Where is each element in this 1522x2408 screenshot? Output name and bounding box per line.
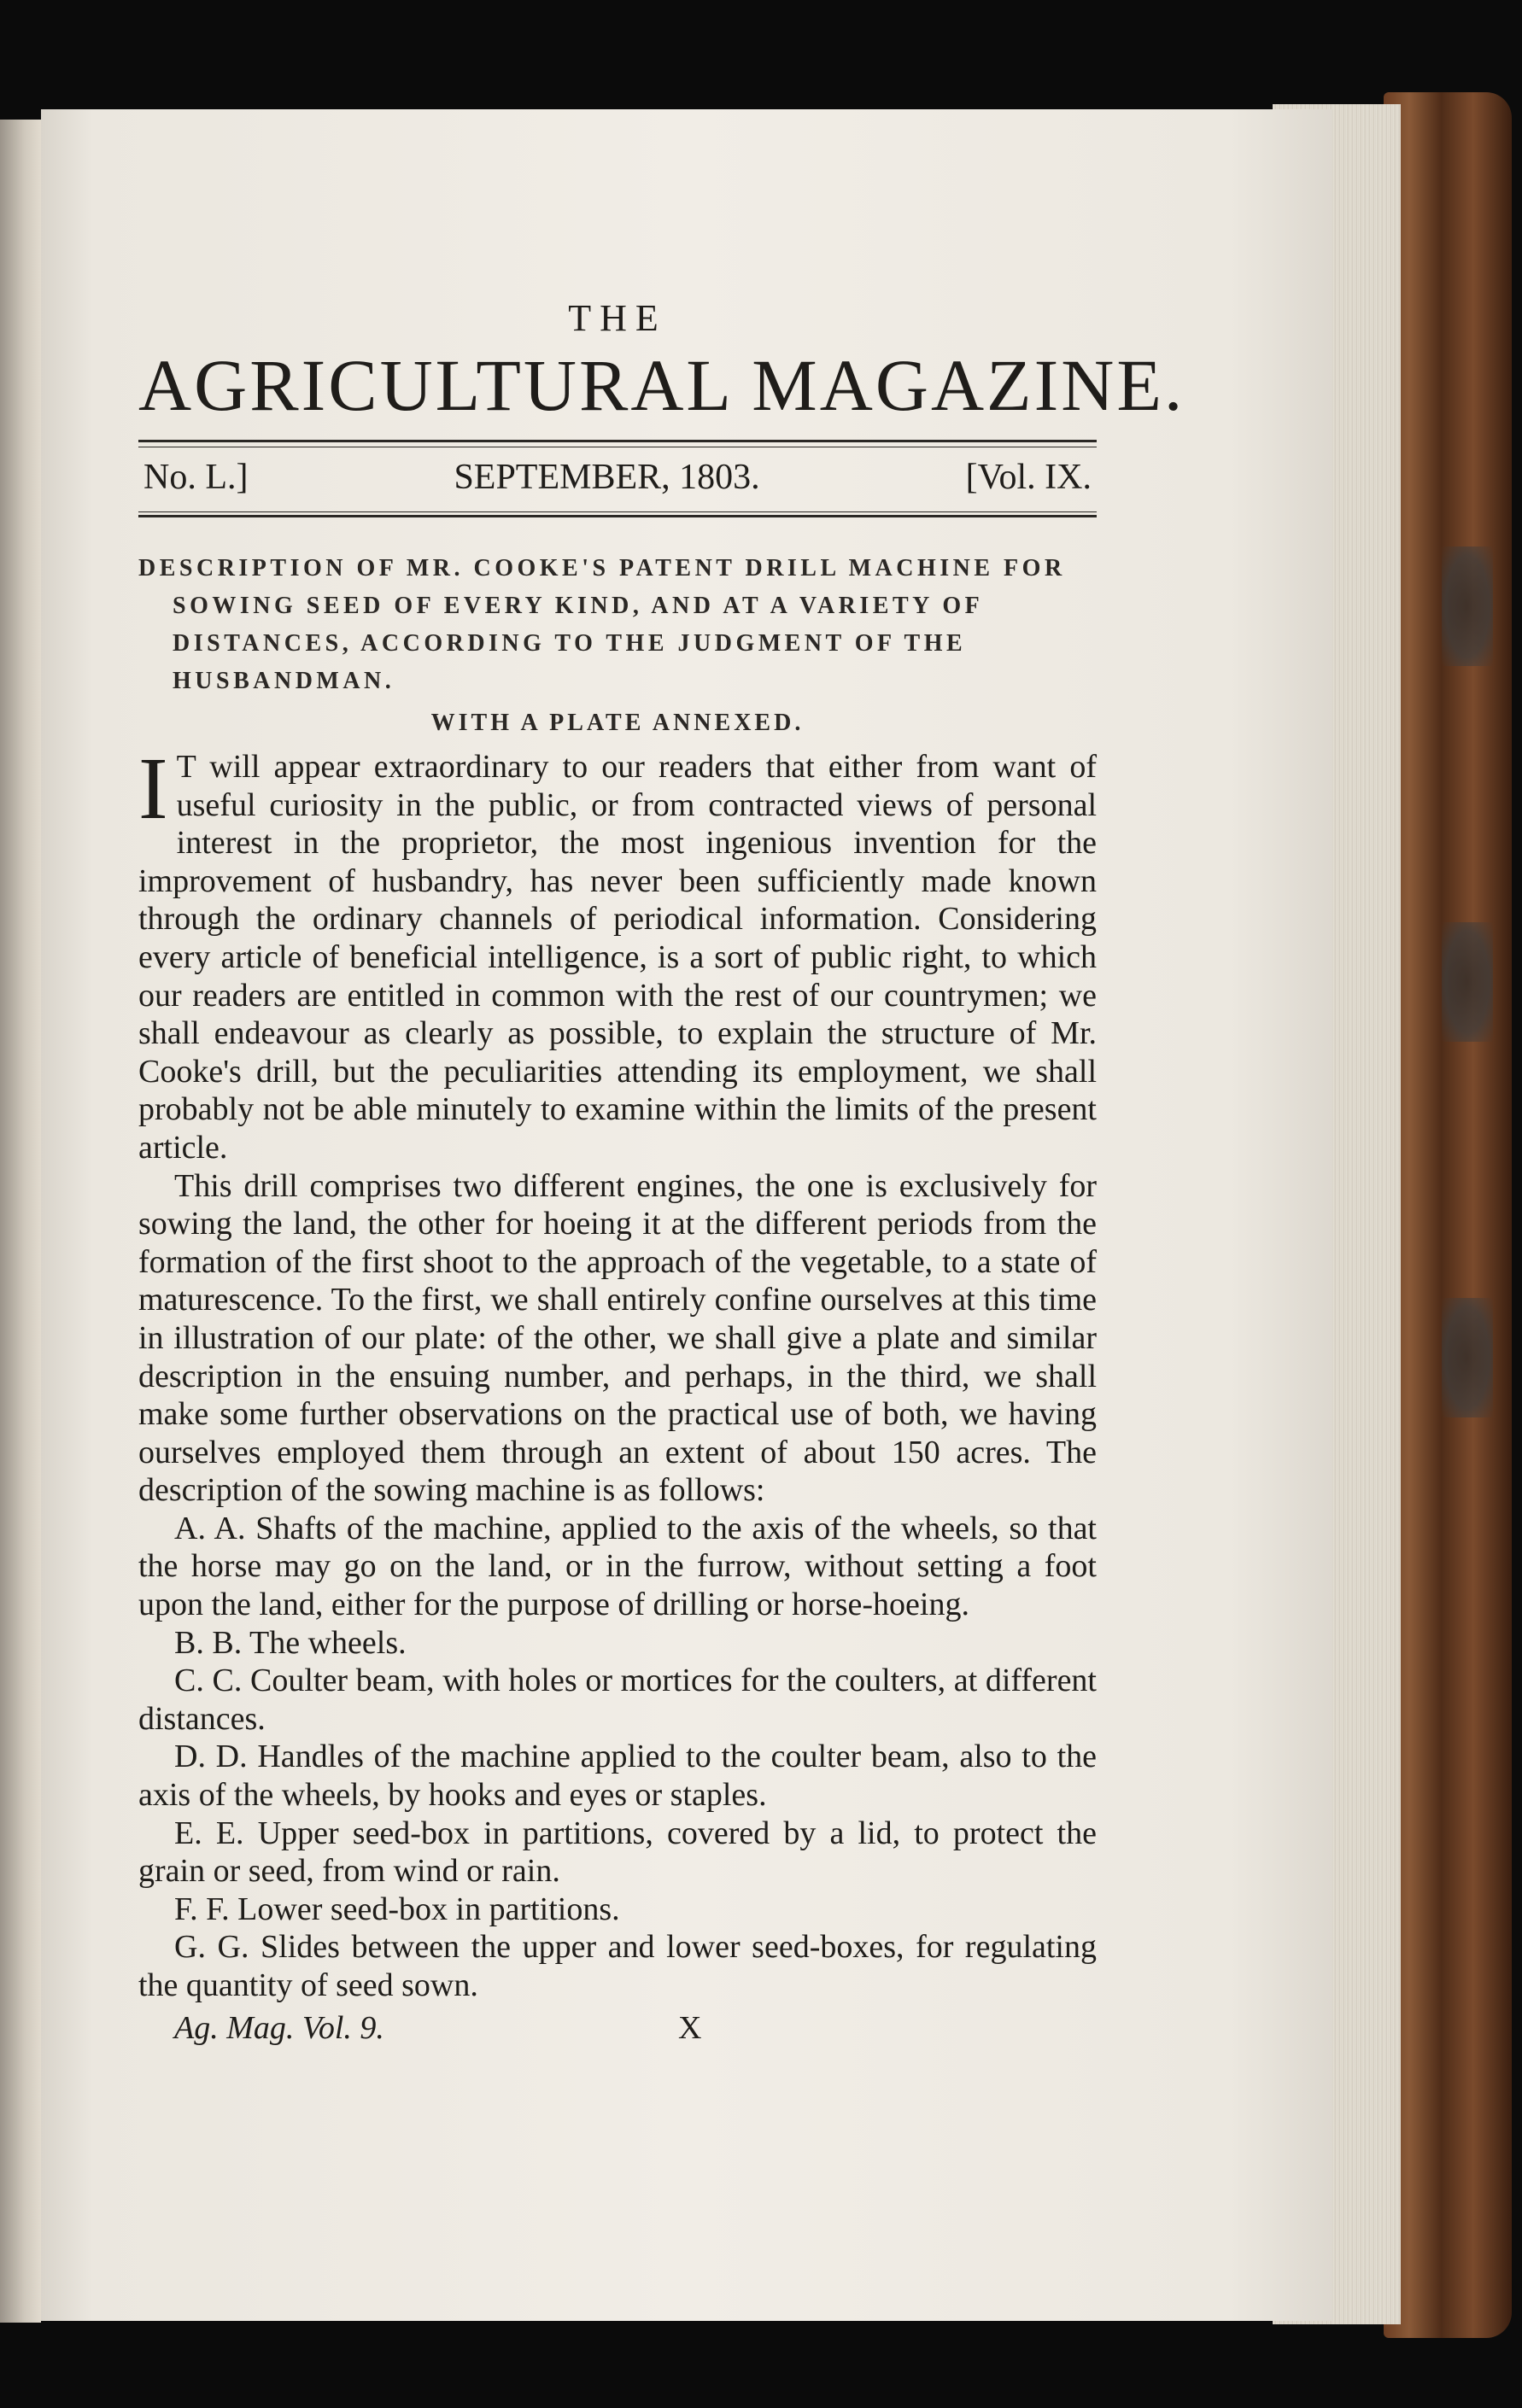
magazine-title: AGRICULTURAL MAGAZINE. (138, 344, 1185, 426)
header-rule (138, 440, 1097, 442)
legend-item-g: G. G. Slides between the upper and lower seed-boxes, for regulating the quantity of seed sown. (138, 1929, 1097, 2003)
facing-page-edge (0, 120, 41, 2323)
page-footer (138, 2007, 1097, 2049)
signature-mark: Ag. Mag. Vol. 9. (174, 2009, 384, 2046)
legend-item-e: E. E. Upper seed-box in partitions, covered by a lid, to protect the grain or seed, from wind or rain. (138, 1815, 1097, 1890)
issue-date: SEPTEMBER, 1803. (454, 458, 760, 497)
legend-item-c: C. C. Coulter beam, with holes or mortices for the coulters, at different distances. (138, 1663, 1097, 1737)
cover-wear-mark (1442, 546, 1493, 666)
article-body (138, 739, 1097, 2005)
article-subheading: WITH A PLATE ANNEXED. (430, 710, 805, 736)
issue-line (138, 447, 1097, 507)
issue-rule-thin (138, 511, 1097, 512)
issue-number: No. L.] (143, 458, 249, 497)
header-the: THE (568, 297, 667, 339)
paragraph-1 (138, 739, 1097, 1167)
drop-cap: I (138, 739, 168, 838)
issue-rule (138, 515, 1097, 517)
legend-item-a: A. A. Shafts of the machine, applied to the axis of the wheels, so that the horse may go on the land, or in the furrow, without setting a foot upon the land, either for the purpose of drilling or horse-hoeing. (138, 1510, 1097, 1623)
cover-wear-mark (1442, 922, 1493, 1042)
paragraph-1-text: T will appear extraordinary to our readers that either from want of useful curiosity in the public, or from contracted views of personal interest in the proprietor, the most ingenious invention for the improvement of husbandry, has never been sufficiently made known through the ordinary channels of periodical information. Considering every article of beneficial intelligence, is a sort of public right, to which our readers are entitled in common with the rest of our countrymen; we shall endeavour as clearly as possible, to explain the structure of Mr. Cooke's drill, but the peculiarities attending its employment, we shall probably not be able minutely to examine within the limits of the present article. (138, 749, 1097, 1166)
legend-item-f: F. F. Lower seed-box in partitions. (174, 1891, 620, 1927)
issue-volume: [Vol. IX. (965, 458, 1092, 497)
gathering-mark: X (678, 2009, 702, 2046)
cover-wear-mark (1442, 1298, 1493, 1417)
paragraph-2: This drill comprises two different engines, the one is exclusively for sowing the land, the other for hoeing it at the different periods from the formation of the first shoot to the approach of the vegetable, to a state of maturescence. To the first, we shall entirely confine ourselves at this time in illustration of our plate: of the other, we shall give a plate and similar description in the ensuing number, and perhaps, in the third, we shall make some further observations on the practical use of both, we having ourselves employed them through an extent of about 150 acres. The description of the sowing machine is as follows: (138, 1167, 1097, 1509)
article-heading: DESCRIPTION OF MR. COOKE'S PATENT DRILL MACHINE FOR SOWING SEED OF EVERY KIND, AND AT A VARIETY OF DISTANCES, ACCORDING TO THE JUDGMENT OF THE HUSBANDMAN. (138, 555, 1066, 694)
legend-item-d: D. D. Handles of the machine applied to the coulter beam, also to the axis of the wheels, by hooks and eyes or staples. (138, 1739, 1097, 1814)
book-cover (1384, 92, 1512, 2338)
legend-item-b: B. B. The wheels. (174, 1624, 407, 1661)
page-content (138, 295, 1185, 2049)
